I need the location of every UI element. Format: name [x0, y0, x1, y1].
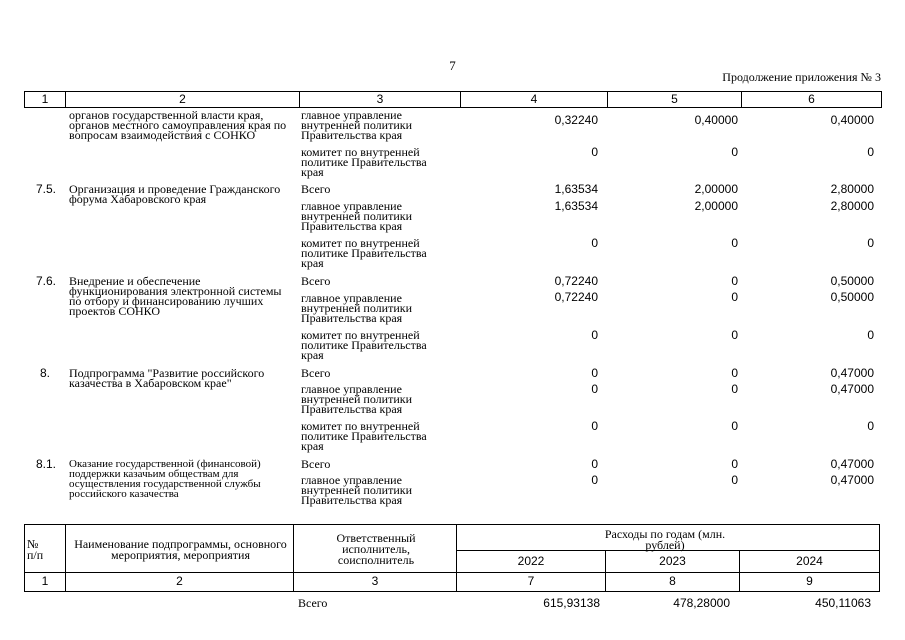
value-2022: 0,72240 — [554, 274, 598, 288]
row-name: Внедрение и обеспечение функционирования электронной системы по отбору и финансированию лучших проектов СОНКО — [69, 274, 282, 318]
value-2022: 0 — [591, 473, 598, 487]
row-executor: комитет по внутренней политике Правительства края — [301, 145, 427, 179]
total-2022: 615,93138 — [543, 596, 600, 610]
col-header-executor: Ответственный исполнитель, соисполнитель — [336, 531, 416, 567]
value-2023: 0 — [731, 366, 738, 380]
row-executor: комитет по внутренней политике Правительства края — [301, 236, 427, 270]
row-executor: главное управление внутренней политики Правительства края — [301, 473, 412, 507]
index-col-3: 3 — [371, 574, 379, 588]
value-2022: 0 — [591, 328, 598, 342]
value-2024: 0,50000 — [830, 274, 874, 288]
index-col-2: 2 — [176, 574, 183, 588]
value-2024: 0,50000 — [830, 290, 874, 304]
header-col-2: 2 — [66, 92, 300, 107]
row-number: 8.1. — [35, 457, 56, 471]
value-2022: 0,72240 — [554, 290, 598, 304]
value-2024: 0 — [867, 419, 874, 433]
value-2022: 0 — [591, 145, 598, 159]
value-2023: 0 — [731, 145, 738, 159]
row-executor: Всего — [301, 366, 331, 380]
index-col-9: 9 — [806, 574, 813, 588]
value-2024: 0,47000 — [830, 382, 874, 396]
value-2023: 0 — [731, 457, 738, 471]
value-2023: 0 — [731, 473, 738, 487]
year-2023-header: 2023 — [659, 554, 686, 568]
row-executor: главное управление внутренней политики Правительства края — [301, 382, 412, 416]
year-2024-header: 2024 — [796, 554, 823, 568]
total-2024: 450,11063 — [815, 596, 871, 610]
row-executor: Всего — [301, 182, 331, 196]
total-label: Всего — [298, 596, 328, 610]
value-2023: 2,00000 — [694, 182, 738, 196]
page-number: 7 — [449, 58, 456, 73]
header-col-6: 6 — [808, 92, 815, 106]
row-executor: Всего — [301, 274, 331, 288]
row-number: 7.5. — [35, 182, 56, 196]
index-col-1: 1 — [41, 574, 49, 588]
value-2023: 0,40000 — [694, 113, 738, 127]
continuation-note: Продолжение приложения № 3 — [722, 70, 881, 84]
value-2024: 0,47000 — [830, 457, 874, 471]
row-name: органов государственной власти края, органов местного самоуправления края по вопросам взаимодействия с СОНКО — [69, 108, 287, 142]
row-name: Подпрограмма "Развитие российского казачества в Хабаровском крае" — [69, 366, 265, 390]
value-2024: 0 — [867, 328, 874, 342]
row-executor: главное управление внутренней политики Правительства края — [301, 199, 412, 233]
header-col-4: 4 — [461, 92, 608, 107]
row-number: 8. — [39, 366, 50, 380]
value-2023: 0 — [731, 382, 738, 396]
total-2023: 478,28000 — [673, 596, 730, 610]
col-header-name: Наименование подпрограммы, основного мероприятия, мероприятия — [74, 537, 287, 562]
col-header-expenses: Расходы по годам (млн. рублей) — [604, 527, 726, 552]
value-2023: 0 — [731, 274, 738, 288]
value-2022: 0 — [591, 419, 598, 433]
value-2022: 0 — [591, 236, 598, 250]
row-number: 7.6. — [35, 274, 56, 288]
header-col-3: 3 — [300, 92, 461, 107]
value-2022: 0 — [591, 382, 598, 396]
row-executor: главное управление внутренней политики Правительства края — [301, 291, 412, 325]
value-2022: 1,63534 — [554, 182, 598, 196]
value-2024: 2,80000 — [830, 182, 874, 196]
value-2024: 0,47000 — [830, 473, 874, 487]
value-2023: 0 — [731, 328, 738, 342]
year-2022-header: 2022 — [517, 554, 545, 568]
value-2022: 1,63534 — [554, 199, 598, 213]
bottom-table-header — [24, 524, 880, 592]
value-2023: 0 — [731, 419, 738, 433]
value-2024: 2,80000 — [830, 199, 874, 213]
value-2022: 0 — [591, 366, 598, 380]
value-2023: 0 — [731, 236, 738, 250]
row-executor: Всего — [301, 457, 331, 471]
value-2024: 0 — [867, 236, 874, 250]
header-col-1: 1 — [25, 92, 66, 107]
value-2023: 2,00000 — [694, 199, 738, 213]
col-header-no: № п/п — [27, 537, 44, 562]
row-name: Организация и проведение Гражданского форума Хабаровского края — [69, 182, 281, 206]
table-header-row — [24, 91, 882, 108]
value-2022: 0,32240 — [554, 113, 598, 127]
value-2024: 0,47000 — [830, 366, 874, 380]
header-col-5: 5 — [608, 92, 742, 107]
row-executor: комитет по внутренней политике Правительства края — [301, 328, 427, 362]
value-2024: 0,40000 — [830, 113, 874, 127]
index-col-8: 8 — [669, 574, 676, 588]
value-2024: 0 — [867, 145, 874, 159]
row-name: Оказание государственной (финансовой) поддержки казачьим обществам для осуществления государственной службы российского казачества — [69, 458, 261, 500]
value-2023: 0 — [731, 290, 738, 304]
row-executor: комитет по внутренней политике Правительства края — [301, 419, 427, 453]
index-col-7: 7 — [527, 574, 535, 588]
row-executor: главное управление внутренней политики Правительства края — [301, 108, 412, 142]
value-2022: 0 — [591, 457, 598, 471]
